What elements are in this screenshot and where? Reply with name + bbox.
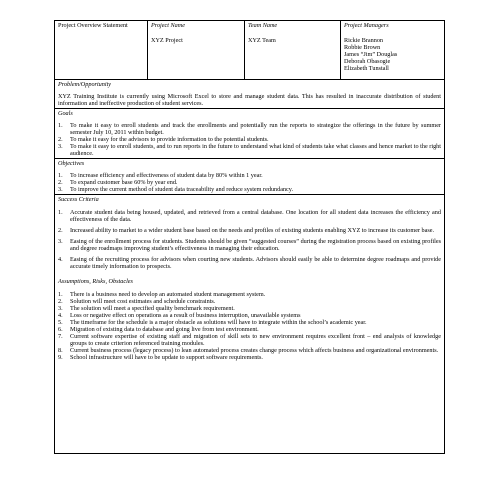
project-name-value: XYZ Project: [151, 37, 183, 44]
success-list: [58, 209, 441, 270]
problem-text: XYZ Training Institute is currently using Microsoft Excel to store and manage student data. This has resulted in inaccurate distribution of student information and ineffective production of student services.: [58, 93, 441, 107]
list-item: 4. Loss or negative effect on operations as a result of business interruption, unavailable systems: [58, 312, 301, 319]
assumptions-title: Assumptions, Risks, Obstacles: [58, 278, 133, 285]
manager-name: James “Jim” Douglas: [344, 51, 398, 58]
list-item: 6. Migration of existing data to database and going live from test environment.: [58, 326, 259, 333]
project-managers-label: Project Managers: [344, 22, 389, 29]
list-item: 1. To increase efficiency and effectiveness of student data by 80% within 1 year.: [58, 172, 263, 179]
objectives-section: [55, 159, 444, 195]
header-row: [55, 21, 444, 80]
project-managers-list: [344, 37, 441, 72]
list-item: 8. Current business process (legacy process) to lean automated process creates change process which affects business and organizational environments.: [58, 347, 439, 354]
goals-section: [55, 109, 444, 159]
objectives-title: Objectives: [58, 160, 85, 167]
list-item: 1. Accurate student data being housed, updated, and retrieved from a central database. One location for all student data increases the efficiency and effectiveness of the data.: [58, 209, 441, 223]
manager-name: Deborah Obasogie: [344, 58, 391, 65]
overview-label: Project Overview Statement: [58, 22, 128, 29]
team-name-cell: [245, 21, 341, 79]
list-item: 5. The timeframe for the schedule is a major obstacle as solutions will have to integrate within the school’s academic year.: [58, 319, 367, 326]
list-item: 3. To improve the current method of student data traceability and reduce system redundancy.: [58, 186, 294, 193]
overview-cell: [55, 21, 148, 79]
list-item: 2. Solution will meet cost estimates and schedule constraints.: [58, 298, 216, 305]
list-item: 4. Easing of the recruiting process for advisors when courting new students. Advisors should easily be able to determine degree roadmaps and provide accurate timely information to prospects.: [58, 256, 441, 270]
project-overview-document: [54, 20, 445, 454]
list-item: 2. To expand customer base 60% by year end.: [58, 179, 178, 186]
list-item: 2. Increased ability to market to a wider student base based on the needs and profiles of existing students enabling XYZ to increase its customer base.: [58, 227, 435, 234]
success-assumptions-section: [55, 195, 444, 362]
success-title: Success Criteria: [58, 196, 99, 203]
list-item: 3. To make it easy to enroll students, and to run reports in the future to understand what kind of students take what classes and hence market to the right audience.: [58, 143, 441, 157]
project-managers-cell: [341, 21, 444, 79]
list-item: 7. Current software expertise of existing staff and migration of skill sets to new environment requires excellent front – end analysis of knowledge groups to create criterion referenced training modules.: [58, 333, 441, 347]
list-item: 3. The solution will meet a specified quality benchmark requirement.: [58, 305, 235, 312]
problem-section: [55, 80, 444, 109]
goals-list: [58, 122, 441, 157]
objectives-list: [58, 172, 441, 193]
goals-title: Goals: [58, 110, 73, 117]
team-name-label: Team Name: [248, 22, 278, 29]
team-name-value: XYZ Team: [248, 37, 276, 44]
list-item: 1. There is a business need to develop an automated student management system.: [58, 291, 266, 298]
list-item: 3. Easing of the enrollment process for students. Students should be given “suggested courses” during the registration process based on existing profiles and degree roadmaps improving student’s effectiveness in managing their education.: [58, 238, 441, 252]
project-name-label: Project Name: [151, 22, 185, 29]
list-item: 9. School infrastructure will have to be update to support software requirements.: [58, 354, 263, 361]
list-item: 1. To make it easy to enroll students and track the enrollments and potentially run the reports to strategize the offerings in the future by summer semester July 10, 2011 within budget.: [58, 122, 441, 136]
problem-title: Problem/Opportunity: [58, 81, 112, 88]
manager-name: Elizabeth Tunstall: [344, 65, 389, 72]
assumptions-list: [58, 291, 441, 361]
list-item: 2. To make it easy for the advisors to provide information to the potential students.: [58, 136, 269, 143]
manager-name: Robbie Brown: [344, 44, 381, 51]
manager-name: Rickie Brannon: [344, 37, 384, 44]
project-name-cell: [148, 21, 245, 79]
